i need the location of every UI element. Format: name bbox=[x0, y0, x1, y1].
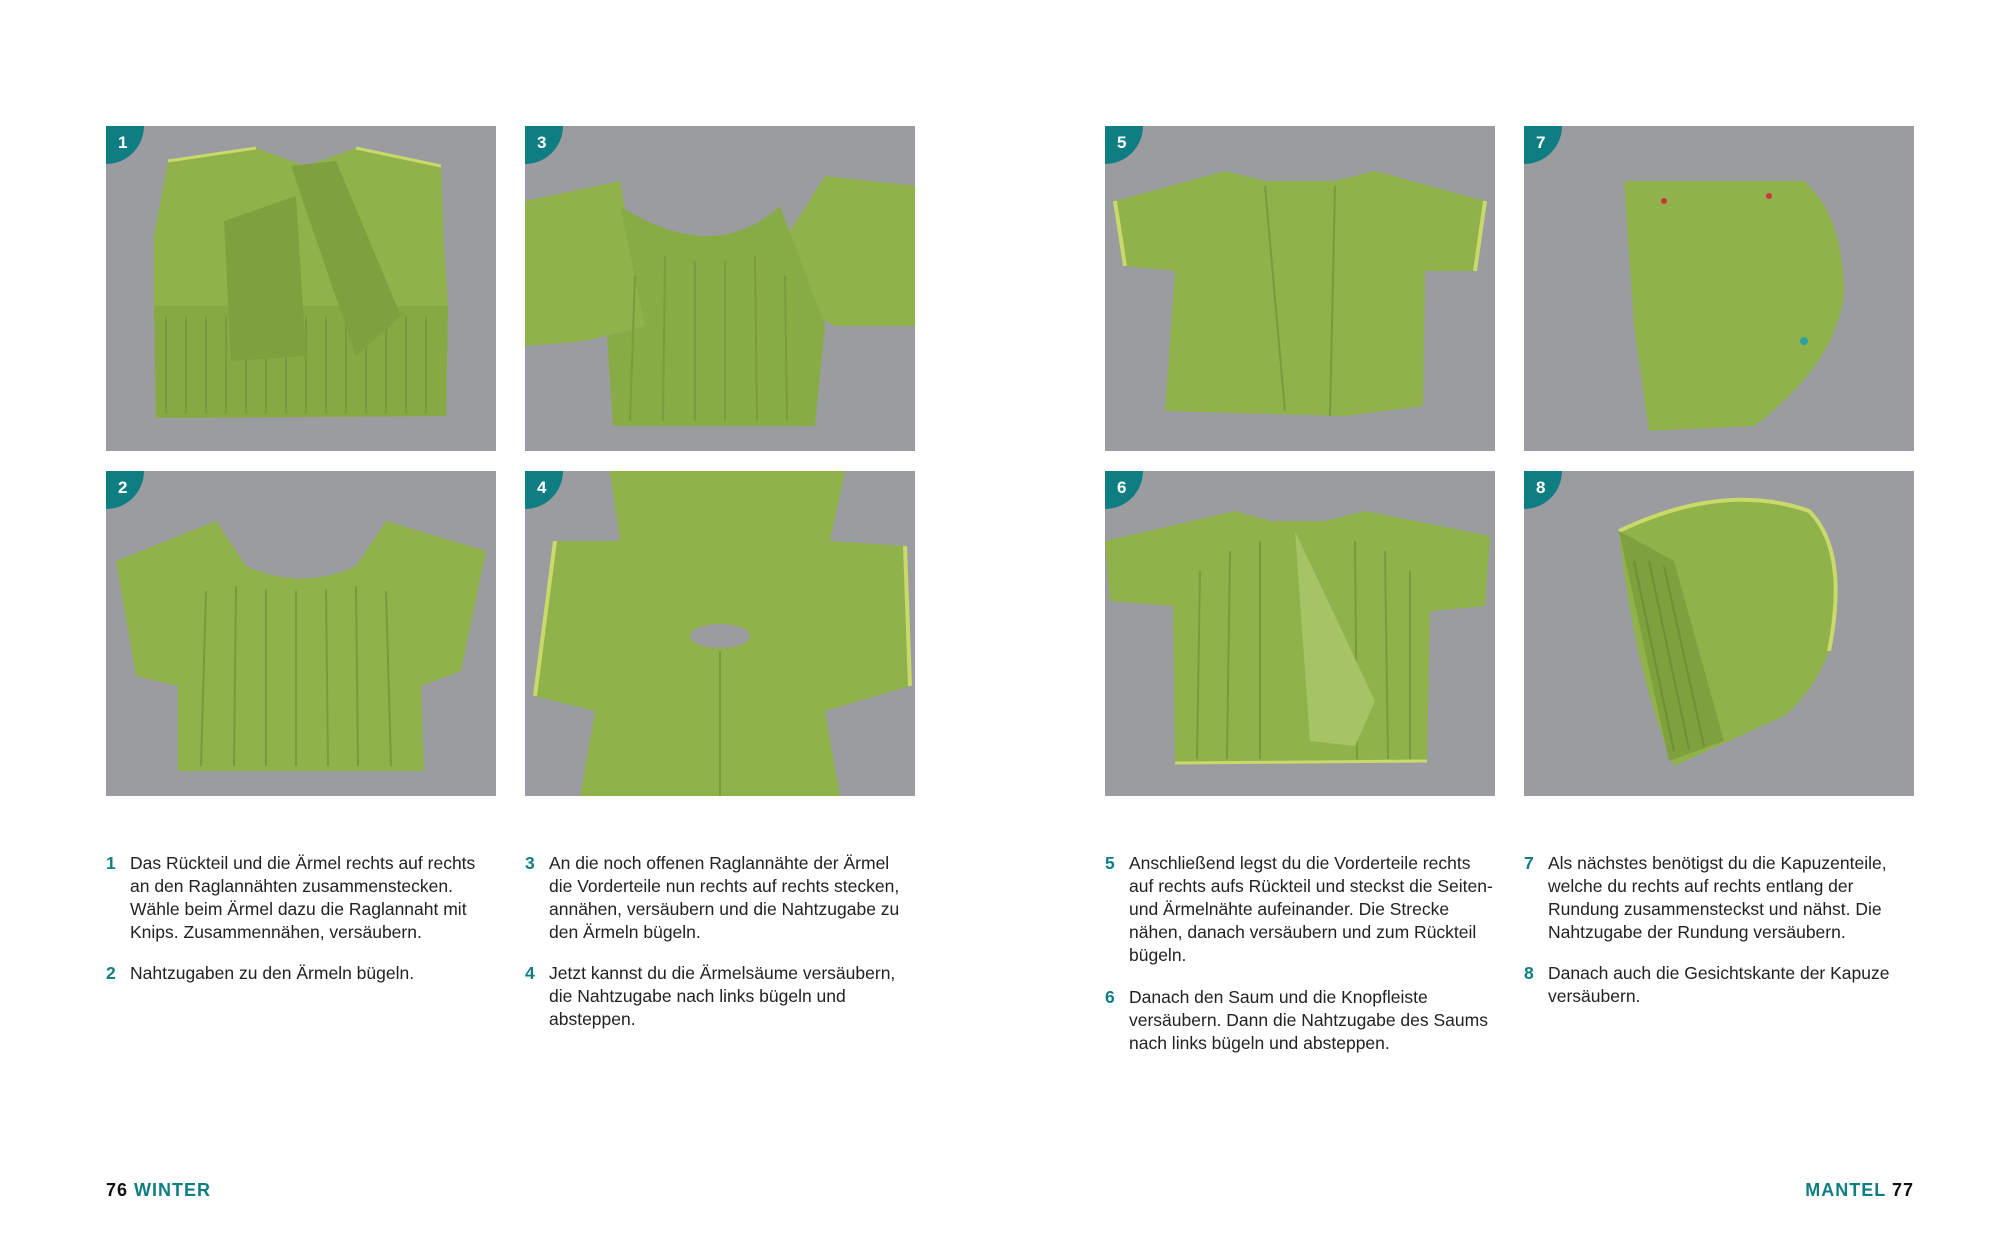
step-number: 2 bbox=[106, 963, 116, 983]
step-text-2 bbox=[106, 962, 496, 985]
step-badge-2: 2 bbox=[106, 471, 144, 509]
hood-face-edge-illustration bbox=[1524, 471, 1914, 796]
step-photo-2 bbox=[106, 471, 496, 796]
step-photo-7 bbox=[1524, 126, 1914, 451]
page-number-right: 77 bbox=[1891, 1180, 1914, 1200]
step-number: 4 bbox=[525, 963, 535, 983]
fabric-back-with-sleeves-illustration bbox=[106, 126, 496, 451]
footer-left bbox=[106, 1180, 211, 1201]
step-text-6 bbox=[1105, 986, 1495, 1055]
step-photo-5 bbox=[1105, 126, 1495, 451]
section-title-left: WINTER bbox=[134, 1180, 212, 1200]
footer-right bbox=[1805, 1180, 1914, 1201]
step-text-8 bbox=[1524, 962, 1914, 1008]
hood-pieces-pinned-illustration bbox=[1524, 126, 1914, 451]
step-badge-5: 5 bbox=[1105, 126, 1143, 164]
step-description: Danach auch die Gesichtskante der Kapuze versäubern. bbox=[1548, 963, 1890, 1006]
step-badge-3: 3 bbox=[525, 126, 563, 164]
step-number: 3 bbox=[525, 853, 535, 873]
fabric-fronts-pinned-illustration bbox=[525, 126, 915, 451]
step-text-1 bbox=[106, 852, 496, 944]
section-title-right: MANTEL bbox=[1805, 1180, 1886, 1200]
step-description: Als nächstes benötigst du die Kapuzenteile, welche du rechts auf rechts entlang der Rundung zusammensteckst und nähst. Die Nahtzugabe der Rundung versäubern. bbox=[1548, 853, 1887, 942]
step-photo-3 bbox=[525, 126, 915, 451]
step-text-4 bbox=[525, 962, 915, 1031]
step-description: Danach den Saum und die Knopfleiste versäubern. Dann die Nahtzugabe des Saums nach links bügeln und absteppen. bbox=[1129, 987, 1488, 1053]
step-description: Nahtzugaben zu den Ärmeln bügeln. bbox=[130, 963, 415, 983]
step-badge-7: 7 bbox=[1524, 126, 1562, 164]
step-photo-4 bbox=[525, 471, 915, 796]
step-photo-1 bbox=[106, 126, 496, 451]
step-number: 7 bbox=[1524, 853, 1534, 873]
step-badge-8: 8 bbox=[1524, 471, 1562, 509]
step-text-5 bbox=[1105, 852, 1495, 967]
step-badge-4: 4 bbox=[525, 471, 563, 509]
step-number: 8 bbox=[1524, 963, 1534, 983]
jacket-hem-placket-illustration bbox=[1105, 471, 1495, 796]
fabric-back-sleeves-pressed-illustration bbox=[106, 471, 496, 796]
step-number: 5 bbox=[1105, 853, 1115, 873]
step-photo-8 bbox=[1524, 471, 1914, 796]
step-description: Das Rückteil und die Ärmel rechts auf rechts an den Raglannähten zusammenstecken. Wähle beim Ärmel dazu die Raglannaht mit Knips. Zusammennähen, versäubern. bbox=[130, 853, 476, 942]
page-number-left: 76 bbox=[106, 1180, 129, 1200]
step-description: An die noch offenen Raglannähte der Ärmel die Vorderteile nun rechts auf rechts stecken, annähen, versäubern und die Nahtzugabe zu den Ärmeln bügeln. bbox=[549, 853, 900, 942]
step-number: 6 bbox=[1105, 987, 1115, 1007]
step-text-7 bbox=[1524, 852, 1914, 944]
fabric-sleeve-hems-illustration bbox=[525, 471, 915, 796]
step-text-3 bbox=[525, 852, 915, 944]
step-photo-6 bbox=[1105, 471, 1495, 796]
step-badge-1: 1 bbox=[106, 126, 144, 164]
step-number: 1 bbox=[106, 853, 116, 873]
step-description: Anschließend legst du die Vorderteile rechts auf rechts aufs Rückteil und steckst die Seiten- und Ärmelnähte aufeinander. Die Strecke nähen, danach versäubern und zum Rückteil bügeln. bbox=[1129, 853, 1493, 965]
step-badge-6: 6 bbox=[1105, 471, 1143, 509]
jacket-side-seams-pinned-illustration bbox=[1105, 126, 1495, 451]
step-description: Jetzt kannst du die Ärmelsäume versäubern, die Nahtzugabe nach links bügeln und absteppen. bbox=[549, 963, 896, 1029]
